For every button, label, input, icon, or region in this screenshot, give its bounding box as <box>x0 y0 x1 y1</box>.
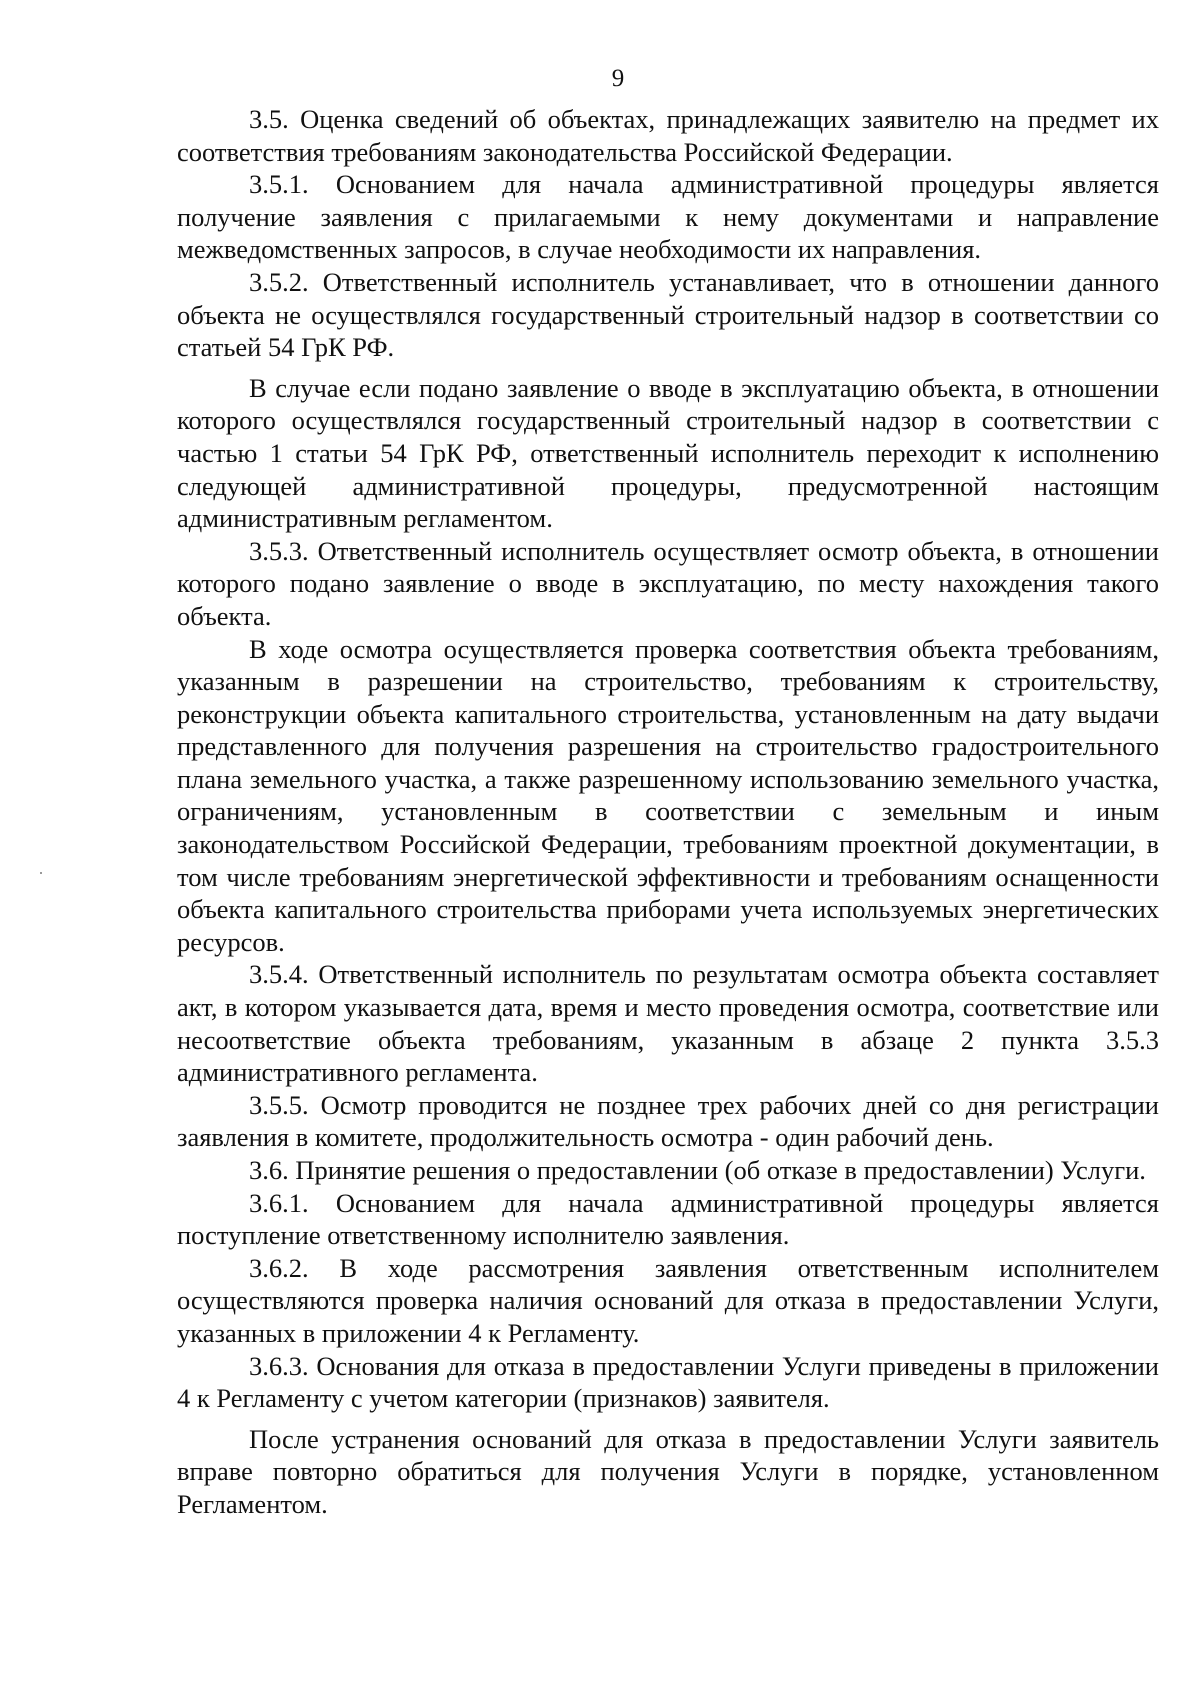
paragraph-3-5-3: 3.5.3. Ответственный исполнитель осуществляет осмотр объекта, в отношении которого подано заявление о вводе в эксплуатацию, по месту нахождения такого объекта. <box>177 535 1159 631</box>
paragraph-3-6-1: 3.6.1. Основанием для начала административной процедуры является поступление ответственному исполнителю заявления. <box>177 1187 1159 1251</box>
paragraph-3-6-3-reapply: После устранения оснований для отказа в предоставлении Услуги заявитель вправе повторно обратиться для получения Услуги в порядке, установленном Регламентом. <box>177 1423 1159 1519</box>
paragraph-3-5-2-case: В случае если подано заявление о вводе в эксплуатацию объекта, в отношении которого осуществлялся государственный строительный надзор в соответствии с частью 1 статьи 54 ГрК РФ, ответственный исполнитель переходит к исполнению следующей административной процедуры, предусмотренной настоящим административным регламентом. <box>177 372 1159 534</box>
paragraph-3-6: 3.6. Принятие решения о предоставлении (об отказе в предоставлении) Услуги. <box>249 1155 1146 1185</box>
paragraph-3-5-1: 3.5.1. Основанием для начала административной процедуры является получение заявления с прилагаемыми к нему документами и направление межведомственных запросов, в случае необходимости их направления. <box>177 169 1159 265</box>
paragraph-3-5: 3.5. Оценка сведений об объектах, принадлежащих заявителю на предмет их соответствия требованиям законодательства Российской Федерации. <box>177 104 1159 167</box>
paragraph-3-5-2: 3.5.2. Ответственный исполнитель устанавливает, что в отношении данного объекта не осуществлялся государственный строительный надзор в соответствии со статьей 54 ГрК РФ. <box>177 266 1159 363</box>
paragraph-3-5-5: 3.5.5. Осмотр проводится не позднее трех рабочих дней со дня регистрации заявления в комитете, продолжительность осмотра - один рабочий день. <box>177 1089 1159 1153</box>
paragraph-3-5-3-inspection: В ходе осмотра осуществляется проверка соответствия объекта требованиям, указанным в разрешении на строительство, требованиям к строительству, реконструкции объекта капитального строительства, установленным на дату выдачи представленного для получения разрешения на строительство градостроительного плана земельного участка, а также разрешенному использованию земельного участка, ограничениям, установленным в соответствии с земельным и иным законодательством Российской Федерации, требованиям проектной документации, в том числе требованиям энергетической эффективности и требованиям оснащенности объекта капитального строительства приборами учета используемых энергетических ресурсов. <box>177 633 1159 957</box>
page-number: 9 <box>611 65 625 92</box>
scan-artifact-dot <box>40 872 42 874</box>
text-body <box>177 103 1159 1521</box>
paragraph-3-5-4: 3.5.4. Ответственный исполнитель по результатам осмотра объекта составляет акт, в котором указывается дата, время и место проведения осмотра, соответствие или несоответствие объекта требованиям, указанным в абзаце 2 пункта 3.5.3 административного регламента. <box>177 959 1159 1088</box>
paragraph-3-6-2: 3.6.2. В ходе рассмотрения заявления ответственным исполнителем осуществляются проверка наличия оснований для отказа в предоставлении Услуги, указанных в приложении 4 к Регламенту. <box>177 1252 1159 1348</box>
paragraph-3-6-3: 3.6.3. Основания для отказа в предоставлении Услуги приведены в приложении 4 к Регламенту с учетом категории (признаков) заявителя. <box>177 1350 1159 1414</box>
